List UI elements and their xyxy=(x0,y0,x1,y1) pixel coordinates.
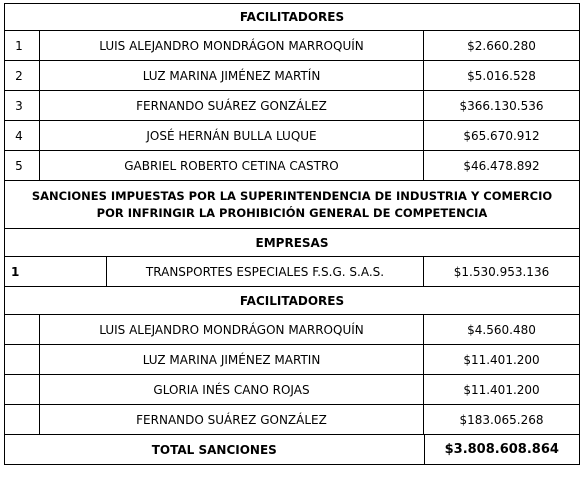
sanctions-title-line-1: SANCIONES IMPUESTAS POR LA SUPERINTENDENCIA DE INDUSTRIA Y COMERCIO xyxy=(31,188,553,203)
sanctions-table xyxy=(4,3,580,465)
sanction-amount: $46.478.892 xyxy=(463,158,540,173)
person-name: LUIS ALEJANDRO MONDRÁGON MARROQUÍN xyxy=(40,31,424,60)
sanction-amount: $183.065.268 xyxy=(459,412,544,427)
person-name: FERNANDO SUÁREZ GONZÁLEZ xyxy=(40,91,424,120)
company-name: TRANSPORTES ESPECIALES F.S.G. S.A.S. xyxy=(107,257,424,286)
section-header-label: FACILITADORES xyxy=(239,293,345,308)
section-header-label: EMPRESAS xyxy=(255,235,329,250)
section-header-empresas xyxy=(4,229,580,257)
row-number: 1 xyxy=(5,31,40,60)
person-name: LUIS ALEJANDRO MONDRÁGON MARROQUÍN xyxy=(40,315,424,344)
table-row xyxy=(4,151,580,181)
table-row xyxy=(4,345,580,375)
table-row xyxy=(4,315,580,345)
person-name: LUZ MARINA JIMÉNEZ MARTÍN xyxy=(40,61,424,90)
table-row xyxy=(4,257,580,287)
person-name: GLORIA INÉS CANO ROJAS xyxy=(40,375,424,404)
total-row xyxy=(4,435,580,465)
sanction-amount: $366.130.536 xyxy=(459,98,544,113)
section-header-label: FACILITADORES xyxy=(239,10,345,24)
sanction-amount: $11.401.200 xyxy=(463,382,540,397)
table-row xyxy=(4,121,580,151)
table-row xyxy=(4,31,580,61)
row-number: 2 xyxy=(5,61,40,90)
total-amount: $3.808.608.864 xyxy=(444,442,559,457)
sanction-amount: $65.670.912 xyxy=(463,128,540,143)
sanction-amount: $2.660.280 xyxy=(467,38,536,53)
sanction-amount: $1.530.953.136 xyxy=(453,264,550,279)
section-header-facilitadores xyxy=(4,3,580,31)
row-number xyxy=(5,405,40,434)
sanction-amount: $5.016.528 xyxy=(467,68,536,83)
sanction-amount: $4.560.480 xyxy=(467,322,536,337)
row-number: 4 xyxy=(5,121,40,150)
table-row xyxy=(4,61,580,91)
row-number: 1 xyxy=(5,257,107,286)
table-row xyxy=(4,405,580,435)
sanctions-title-line-2: POR INFRINGIR LA PROHIBICIÓN GENERAL DE COMPETENCIA xyxy=(96,205,488,220)
row-number xyxy=(5,315,40,344)
person-name: JOSÉ HERNÁN BULLA LUQUE xyxy=(40,121,424,150)
row-number xyxy=(5,345,40,374)
sanction-amount: $11.401.200 xyxy=(463,352,540,367)
person-name: GABRIEL ROBERTO CETINA CASTRO xyxy=(40,151,424,180)
table-row xyxy=(4,375,580,405)
total-label: TOTAL SANCIONES xyxy=(5,435,425,464)
row-number xyxy=(5,375,40,404)
person-name: LUZ MARINA JIMÉNEZ MARTIN xyxy=(40,345,424,374)
person-name: FERNANDO SUÁREZ GONZÁLEZ xyxy=(40,405,424,434)
row-number: 3 xyxy=(5,91,40,120)
row-number: 5 xyxy=(5,151,40,180)
table-row xyxy=(4,91,580,121)
section-header-facilitadores xyxy=(4,287,580,315)
sanctions-title xyxy=(4,181,580,229)
